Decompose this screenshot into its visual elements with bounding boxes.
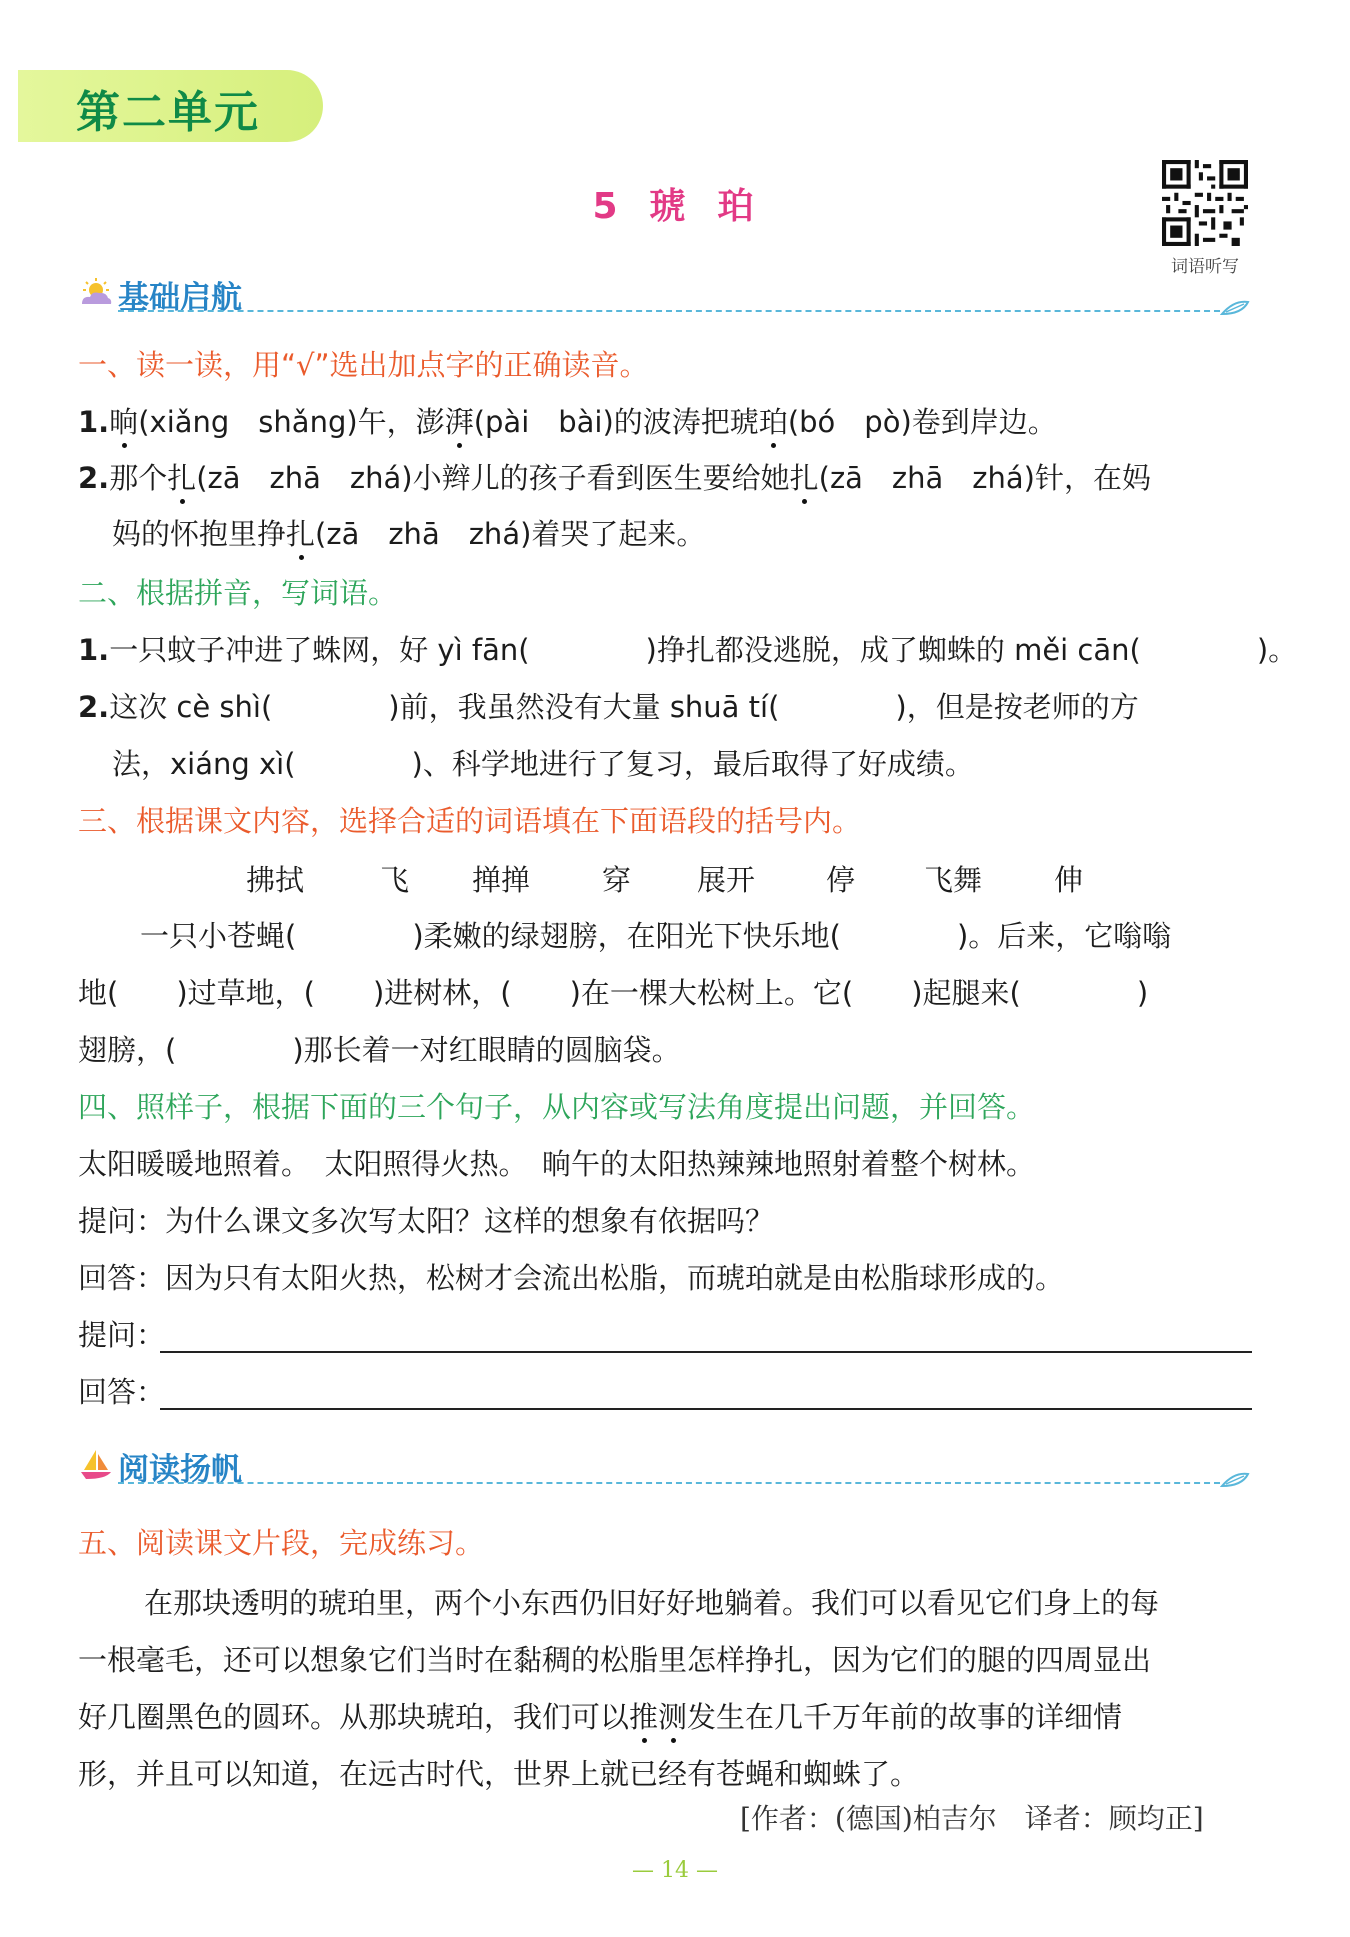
leaf-decoration-icon: [1220, 1470, 1250, 1488]
q4-title: 四、照样子，根据下面的三个句子，从内容或写法角度提出问题，并回答。: [78, 1090, 1036, 1124]
section-title-reading: 阅读扬帆: [118, 1452, 242, 1488]
word-choice: 伸: [1054, 863, 1084, 897]
q3-paragraph-line-3[interactable]: 翅膀，( )那长着一对红眼睛的圆脑袋。: [78, 1033, 681, 1067]
q2-item-2: 2.这次 cè shì( )前，我虽然没有大量 shuā tí( )，但是按老师的方: [78, 690, 1139, 724]
section-divider: [118, 1482, 1220, 1484]
lesson-title-char-2: 珀: [717, 186, 758, 227]
q4-ask-answer-line[interactable]: [160, 1351, 1252, 1353]
word-choice: 飞: [380, 863, 410, 897]
q4-ask-label: 提问：: [78, 1318, 166, 1352]
qr-label: 词语听写: [1171, 257, 1239, 277]
q5-passage-line-3: 好几圈黑色的圆环。从那块琥珀，我们可以推测发生在几千万年前的故事的详细情: [78, 1697, 1122, 1737]
q3-title: 三、根据课文内容，选择合适的词语填在下面语段的括号内。: [78, 804, 862, 838]
q4-answer-answer-line[interactable]: [160, 1408, 1252, 1410]
section-header-reading: [78, 1444, 1250, 1488]
q5-passage-line-2: 一根毫毛，还可以想象它们当时在黏稠的松脂里怎样挣扎，因为它们的腿的四周显出: [78, 1643, 1152, 1677]
q5-title: 五、阅读课文片段，完成练习。: [78, 1526, 485, 1560]
q4-answer-example: 回答：因为只有太阳火热，松树才会流出松脂，而琥珀就是由松脂球形成的。: [78, 1261, 1065, 1295]
word-choice: 掸掸: [472, 863, 531, 897]
unit-title: 第二单元: [76, 87, 260, 138]
word-choice: 穿: [602, 863, 632, 897]
unit-banner: [18, 70, 323, 142]
page-number: — 14 —: [632, 1858, 718, 1883]
q1-item-2: 2.那个扎(zā zhā zhá)小辫儿的孩子看到医生要给她扎(zā zhā zhá)针，在妈: [78, 458, 1151, 498]
section-divider: [118, 310, 1220, 312]
section-header-basic: [78, 272, 1250, 316]
q2-item-1: 1.一只蚊子冲进了蛛网，好 yì fān( )挣扎都没逃脱，成了蜘蛛的 měi cān( )。: [78, 633, 1298, 667]
q2-title: 二、根据拼音，写词语。: [78, 576, 398, 610]
word-choice: 停: [826, 863, 856, 897]
q4-answer-label: 回答：: [78, 1375, 166, 1409]
q3-paragraph-line-1[interactable]: 一只小苍蝇( )柔嫩的绿翅膀，在阳光下快乐地( )。后来，它嗡嗡: [140, 919, 1172, 953]
section-title-basic: 基础启航: [118, 280, 242, 316]
q1-title: 一、读一读，用“√”选出加点字的正确读音。: [78, 348, 649, 382]
word-choice: 展开: [697, 863, 756, 897]
lesson-title: [0, 178, 1350, 229]
q2-item-1-text[interactable]: 一只蚊子冲进了蛛网，好 yì fān( )挣扎都没逃脱，成了蜘蛛的 měi cān( )。: [109, 633, 1298, 667]
q1-item-2-continued: 妈的怀抱里挣扎(zā zhā zhá)着哭了起来。: [112, 514, 705, 554]
author-credit: [作者：(德国)柏吉尔 译者：顾均正]: [740, 1802, 1204, 1835]
q2-item-2-text[interactable]: 这次 cè shì( )前，我虽然没有大量 shuā tí( )，但是按老师的方: [109, 690, 1139, 724]
q4-ask-example: 提问：为什么课文多次写太阳？这样的想象有依据吗？: [78, 1204, 775, 1238]
sun-cloud-icon: [78, 276, 114, 308]
word-choice: 拂拭: [246, 863, 305, 897]
qr-code-icon[interactable]: [1162, 160, 1248, 246]
q4-example-sentences: 太阳暖暖地照着。 太阳照得火热。 晌午的太阳热辣辣地照射着整个树林。: [78, 1147, 1036, 1181]
q5-passage-line-4: 形，并且可以知道，在远古时代，世界上就已经有苍蝇和蜘蛛了。: [78, 1757, 920, 1791]
lesson-title-char-1: 琥: [649, 186, 690, 227]
lesson-number: 5: [592, 186, 622, 227]
leaf-decoration-icon: [1220, 298, 1250, 316]
q5-passage-line-1: 在那块透明的琥珀里，两个小东西仍旧好好地躺着。我们可以看见它们身上的每: [144, 1586, 1160, 1620]
sailboat-icon: [78, 1448, 114, 1480]
word-choice: 飞舞: [924, 863, 983, 897]
q3-paragraph-line-2[interactable]: 地( )过草地，( )进树林，( )在一棵大松树上。它( )起腿来( ): [78, 976, 1149, 1010]
q1-item-1: 1.晌(xiǎng shǎng)午，澎湃(pài bài)的波涛把琥珀(bó pò)卷到岸边。: [78, 402, 1057, 442]
q2-item-2-continued[interactable]: 法，xiáng xì( )、科学地进行了复习，最后取得了好成绩。: [112, 747, 974, 781]
